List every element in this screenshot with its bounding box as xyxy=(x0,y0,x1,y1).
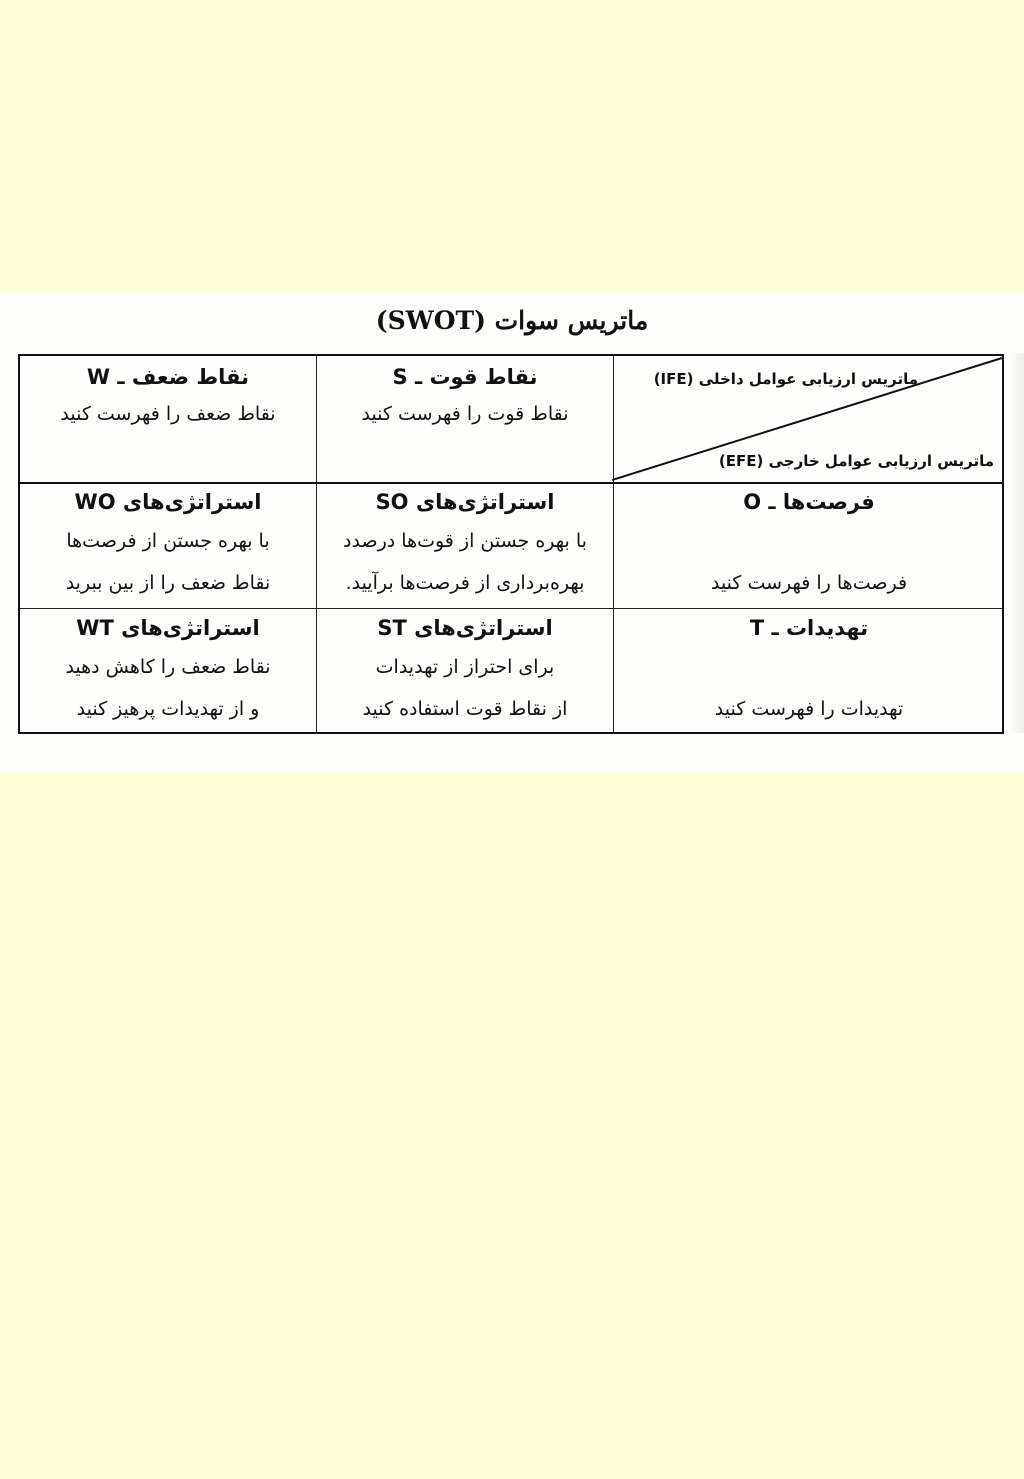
ife-label: ماتریس ارزیابی عوامل داخلی (IFE) xyxy=(653,370,918,388)
threats-heading: تهدیدات ـ T xyxy=(749,616,869,640)
efe-label: ماتریس ارزیابی عوامل خارجی (EFE) xyxy=(718,452,994,470)
so-strategies-cell xyxy=(317,483,613,608)
strengths-cell xyxy=(317,356,613,482)
strengths-text: نقاط قوت را فهرست کنید xyxy=(361,403,569,425)
wo-line-1: با بهره جستن از فرصت‌ها xyxy=(66,530,270,552)
scan-edge-shadow xyxy=(1010,353,1024,733)
so-heading: استراتژی‌های SO xyxy=(375,490,555,514)
opportunities-cell xyxy=(614,483,1004,608)
strengths-heading: نقاط قوت ـ S xyxy=(392,365,538,389)
wo-heading: استراتژی‌های WO xyxy=(74,490,262,514)
so-line-1: با بهره جستن از قوت‌ها درصدد xyxy=(343,530,587,552)
st-line-1: برای احتراز از تهدیدات xyxy=(375,656,555,678)
page-title: ماتریس سوات (SWOT) xyxy=(375,306,649,335)
wo-line-2: نقاط ضعف را از بین ببرید xyxy=(65,572,271,594)
scanned-table-image xyxy=(0,293,1024,773)
opportunities-heading: فرصت‌ها ـ O xyxy=(743,490,875,514)
wo-strategies-cell xyxy=(20,483,316,608)
so-line-2: بهره‌برداری از فرصت‌ها برآیید. xyxy=(345,572,585,594)
weaknesses-heading: نقاط ضعف ـ W xyxy=(86,365,250,389)
st-line-2: از نقاط قوت استفاده کنید xyxy=(362,698,568,720)
st-heading: استراتژی‌های ST xyxy=(377,616,553,640)
wt-line-2: و از تهدیدات پرهیز کنید xyxy=(76,698,260,720)
threats-cell xyxy=(614,609,1004,734)
wt-line-1: نقاط ضعف را کاهش دهید xyxy=(65,656,271,678)
threats-text: تهدیدات را فهرست کنید xyxy=(714,698,904,720)
swot-matrix-table xyxy=(18,354,1004,734)
st-strategies-cell xyxy=(317,609,613,734)
wt-heading: استراتژی‌های WT xyxy=(76,616,260,640)
opportunities-text: فرصت‌ها را فهرست کنید xyxy=(710,572,908,594)
weaknesses-text: نقاط ضعف را فهرست کنید xyxy=(60,403,276,425)
weaknesses-cell xyxy=(20,356,316,482)
wt-strategies-cell xyxy=(20,609,316,734)
